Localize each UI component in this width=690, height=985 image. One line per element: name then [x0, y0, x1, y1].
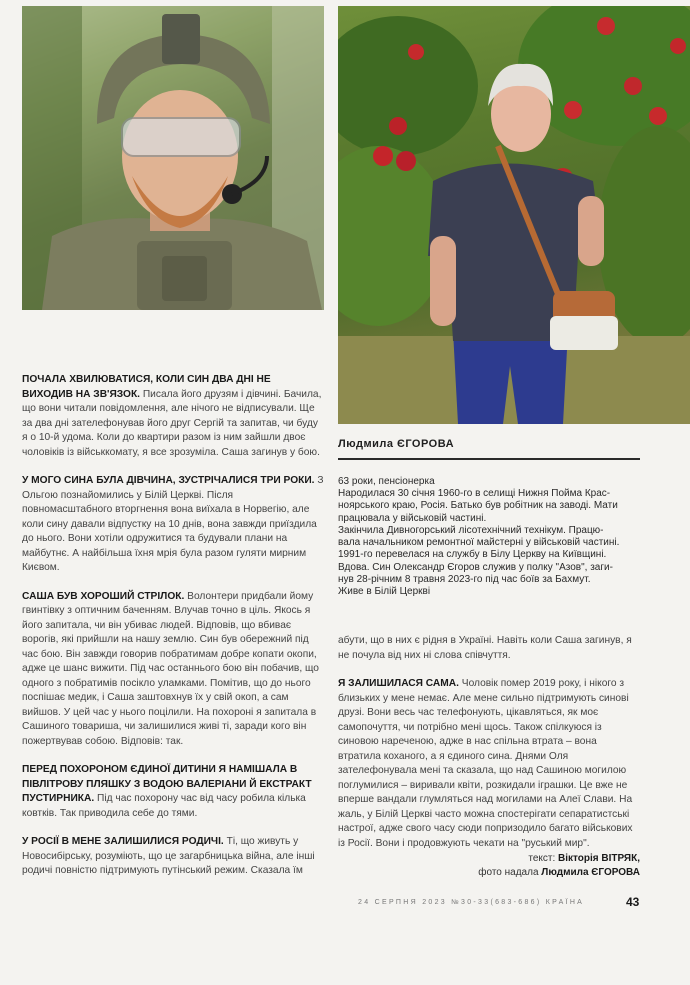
credit-photo — [478, 867, 640, 878]
paragraph-text: Чоловік помер 2019 року, і нікого з близьких у мене немає. Але мене сильно підтримують синові друзі. Вони весь час телефонують, цікавляться, як моє самопочуття, чи потрібно мені щось. Також спілкуюся із синовою нареченою, адже в нас спільна втрата – вона втратила коханого, а я єдиного сина. Днями Оля зателефонувала мені та сказала, що над Сашиною могилою поглумилися – виривали квіти, розкидали іграшки. Це вже не вперше вандали глумляться над могилами на Алеї Слави. На жаль, у Білій Церкві часто можна спостерігати сепаратистські настрої, адже свого часу сюди попризодило багато військових із Росії. Вони і продовжують чекати на "руський мир". — [338, 678, 633, 849]
woman-illustration — [338, 6, 690, 424]
caption-divider — [338, 458, 640, 460]
credit-text-label: текст: — [528, 853, 556, 864]
caption-bio-line: Вдова. Син Олександр Єгоров служив у полку "Азов", заги- — [338, 561, 613, 573]
credit-photo-author: Людмила ЄГОРОВА — [541, 867, 640, 878]
paragraph-text: Під час похорону час від часу робила кілька ковтків. Так приводила себе до тями. — [22, 793, 306, 819]
article-paragraph — [22, 474, 324, 576]
article-paragraph — [338, 634, 642, 663]
caption-bio-line: 1991-го перевелася на службу в Білу Церкву на Київщині. — [338, 549, 607, 561]
caption-bio-line: ноярського краю, Росія. Батько був робітник на заводі. Мати — [338, 500, 618, 512]
paragraph-text: Волонтери придбали йому гвинтівку з оптичним баченням. Влучав точно в ціль. Якось я його запитала, чи він убиває людей. Відповів, що вбиває ворогів, які прийшли на нашу землю. Син був обережний під час бою. Він завжди говорив побратимам добре копати окопи, адже це шанс вижити. Під час останнього бою він побачив, що одного з побратимів посікло уламками. Помітив, що до нього поспішає медик, і Саша заштовхнув їх у свій окоп, а сам вийшов. У цей час у нього поцілили. На похороні я запитала в Сашиного товариша, чи залишилися живі ті, заради кого він пожертвував собою. Відповів: так. — [22, 590, 319, 747]
article-paragraph — [22, 763, 324, 821]
caption-name: Людмила ЄГОРОВА — [338, 438, 455, 450]
lyudmyla-portrait-photo — [338, 6, 690, 424]
paragraph-lead: У РОСІЇ В МЕНЕ ЗАЛИШИЛИСЯ РОДИЧІ. — [22, 836, 224, 847]
soldier-illustration — [22, 6, 324, 310]
page-number: 43 — [626, 895, 640, 909]
credit-text-author: Вікторія ВІТРЯК, — [558, 853, 640, 864]
caption-bio — [338, 488, 642, 599]
caption-role: 63 роки, пенсіонерка — [338, 476, 435, 487]
paragraph-lead: ПОЧАЛА ХВИЛЮВАТИСЯ, КОЛИ СИН ДВА ДНІ НЕ ВИХОДИВ НА ЗВ'ЯЗОК. — [22, 374, 271, 400]
caption-bio-line: Закінчила Дивногорський лісотехнічний технікум. Працю- — [338, 524, 604, 536]
credit-author — [528, 853, 640, 864]
article-paragraph — [22, 373, 324, 460]
paragraph-text: Писала його друзям і дівчині. Бачила, що вони читали повідомлення, але нічого не відписували. Ще за два дні зателефонував його друг Сергій та запитав, чи буду я о 10-й удома. Коли до квартири разом із ним зайшли двоє чоловіків із військкомату, я все зрозуміла. Саша загинув у бою. — [22, 388, 322, 458]
paragraph-lead: У МОГО СИНА БУЛА ДІВЧИНА, ЗУСТРІЧАЛИСЯ ТРИ РОКИ. — [22, 475, 315, 486]
paragraph-text: абути, що в них є рідня в Україні. Навіть коли Саша загинув, я не почула від них ні слова співчуття. — [338, 635, 632, 661]
caption-bio-line: Народилася 30 січня 1960-го в селищі Нижня Пойма Крас- — [338, 488, 611, 499]
article-paragraph — [22, 590, 324, 750]
article-left-column — [22, 373, 324, 893]
paragraph-lead: САША БУВ ХОРОШИЙ СТРІЛОК. — [22, 590, 185, 602]
paragraph-text: З Ольгою познайомились у Білій Церкві. Після повномасштабного вторгнення вона виїхала в Норвегію, але коли сину давали відпустку на 10 днів, вона завжди приїздила до нього. Вони хотіли одружитися та будували плани на майбутнє. А найбільша їхня мрія була разом гуляти мирним Києвом. — [22, 475, 324, 573]
issue-footer: 24 СЕРПНЯ 2023 №30-33(683-686) КРАЇНА — [358, 899, 585, 906]
credit-photo-label: фото надала — [478, 867, 539, 878]
caption-bio-line: працювала у військовій частині. — [338, 512, 487, 524]
paragraph-lead: Я ЗАЛИШИЛАСЯ САМА. — [338, 678, 459, 689]
soldier-portrait-photo — [22, 6, 324, 310]
article-right-column — [338, 634, 642, 865]
caption-bio-line: вала начальником ремонтної майстерні у військовій частині. — [338, 537, 620, 549]
paragraph-lead: ПЕРЕД ПОХОРОНОМ ЄДИНОЇ ДИТИНИ Я НАМІШАЛА В ПІВЛІТРОВУ ПЛЯШКУ З ВОДОЮ ВАЛЕРІАНИ Й ЕКСТРАКТ ПУСТИРНИКА. — [22, 764, 312, 804]
paragraph-text: Ті, що живуть у Новосибірську, розуміють, що це загарбницька війна, але інші родичі повністю підтримують путінський режим. Сказала їм — [22, 836, 315, 876]
caption-bio-line: нув 28-річним 8 травня 2023-го під час боїв за Бахмут. — [338, 574, 591, 586]
article-paragraph — [22, 835, 324, 879]
caption-bio-line: Живе в Білій Церкві — [338, 586, 431, 598]
article-paragraph — [338, 677, 642, 851]
